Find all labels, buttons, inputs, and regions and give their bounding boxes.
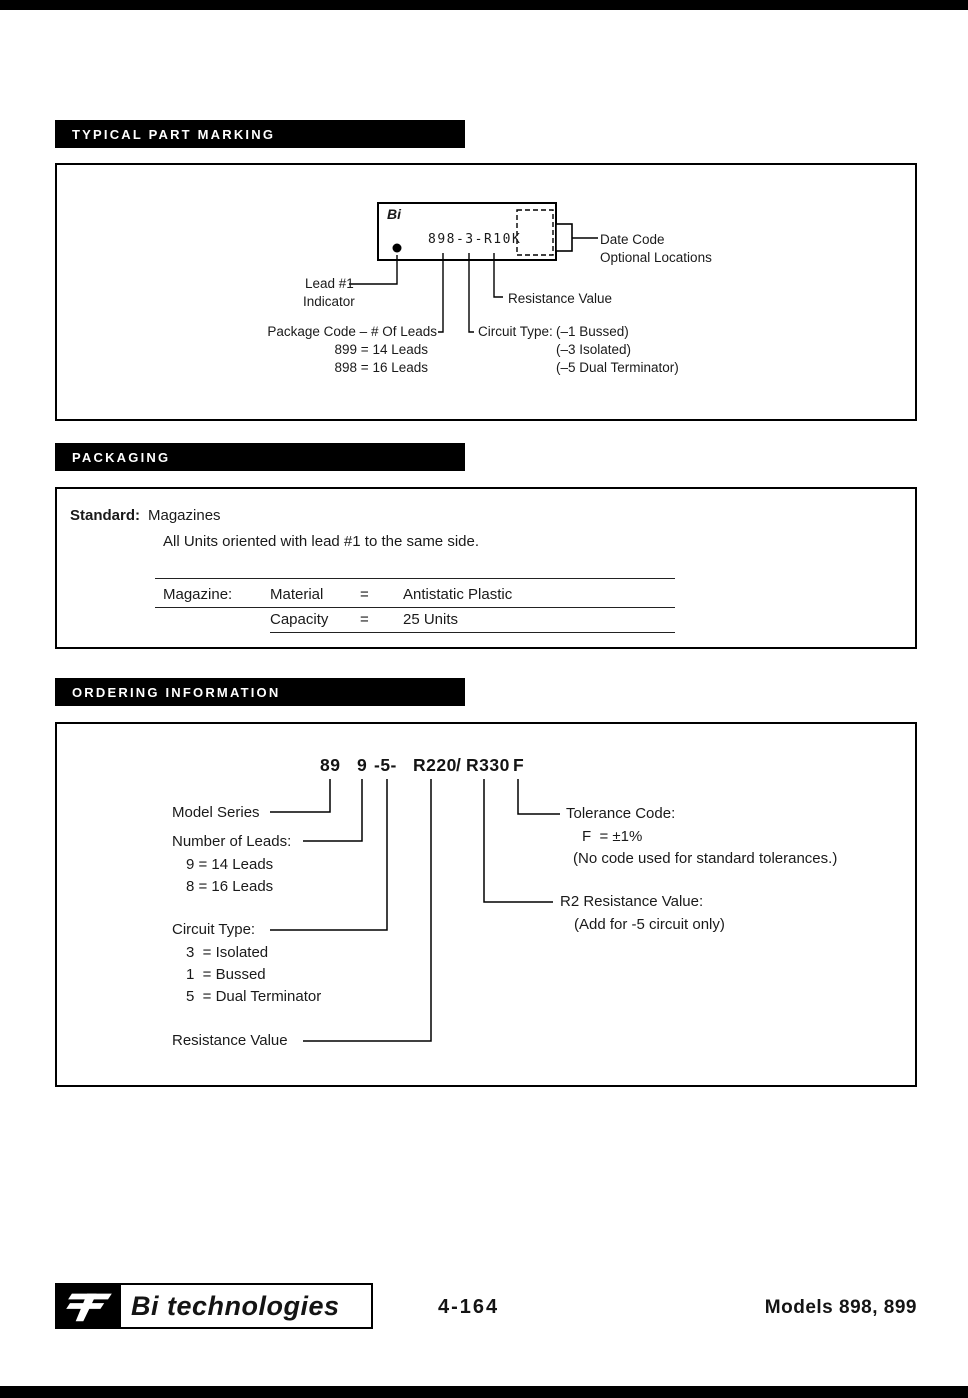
circuit-bussed-label: 1 = Bussed <box>186 966 266 983</box>
r2-resistance-label: R2 Resistance Value: <box>560 893 704 910</box>
package-code-label: Package Code – # Of Leads <box>267 324 437 339</box>
component-logo: Bi <box>387 206 401 222</box>
part-number-leads: 9 <box>357 755 368 775</box>
part-number-slash: / <box>456 755 462 775</box>
r2-note-label: (Add for -5 circuit only) <box>574 916 725 933</box>
circuit-isolated-label: 3 = Isolated <box>186 944 269 961</box>
lead1-indicator-dot <box>393 244 402 253</box>
tolerance-note-label: (No code used for standard tolerances.) <box>573 850 838 867</box>
section-header-ordering <box>55 678 465 706</box>
leads-8-label: 8 = 16 Leads <box>186 878 274 895</box>
part-marking-drawing <box>57 165 915 419</box>
section-header-label: TYPICAL PART MARKING <box>72 126 276 142</box>
component-part-number: 898-3-R10K <box>428 232 522 247</box>
table-rule-bottom <box>270 632 675 633</box>
footer-logo <box>55 1283 373 1329</box>
table-rule-middle <box>155 607 675 608</box>
standard-value: Magazines <box>148 507 221 524</box>
leader-line-resistance-value <box>303 779 431 1041</box>
package-code-898: 898 = 16 Leads <box>334 360 428 375</box>
part-number-tolerance: F <box>513 755 525 775</box>
orientation-note: All Units oriented with lead #1 to the same side. <box>163 533 480 550</box>
lead1-label-line1: Lead #1 <box>305 276 354 291</box>
bi-logo-glyph-icon <box>60 1287 118 1325</box>
leader-line-model-series <box>270 779 330 812</box>
page-bottom-edge <box>0 1386 968 1398</box>
footer-logo-text: Bi technologies <box>131 1291 340 1321</box>
page-top-edge <box>0 0 968 10</box>
standard-label: Standard: <box>70 507 141 524</box>
circuit-isolated-label: (–3 Isolated) <box>556 342 632 357</box>
section-header-part-marking <box>55 120 465 148</box>
circuit-type-label: Circuit Type: <box>478 324 553 339</box>
section-header-packaging <box>55 443 465 471</box>
number-of-leads-label: Number of Leads: <box>172 833 292 850</box>
circuit-dual-label: (–5 Dual Terminator) <box>556 360 679 375</box>
magazine-label: Magazine: <box>163 586 233 603</box>
date-code-label-line2: Optional Locations <box>600 250 712 265</box>
part-number-resistance: R220 <box>413 755 457 775</box>
circuit-dual-label: 5 = Dual Terminator <box>186 988 322 1005</box>
magazine-value: 25 Units <box>403 611 459 628</box>
leader-line-package-code <box>438 253 443 332</box>
magazine-property: Capacity <box>270 611 329 628</box>
lead1-label-line2: Indicator <box>303 294 355 309</box>
page-number: 4-164 <box>438 1296 500 1318</box>
component-tab <box>556 224 572 251</box>
bi-logo-mark <box>57 1285 121 1327</box>
date-code-label-line1: Date Code <box>600 232 665 247</box>
section-header-label: ORDERING INFORMATION <box>72 684 281 700</box>
tolerance-value-label: F = ±1% <box>582 828 643 845</box>
resistance-value-label: Resistance Value <box>508 291 613 306</box>
packaging-box <box>55 487 917 649</box>
model-series-label: Model Series <box>172 804 260 821</box>
leads-9-label: 9 = 14 Leads <box>186 856 274 873</box>
part-marking-box <box>55 163 917 421</box>
resistance-value-label: Resistance Value <box>172 1032 288 1049</box>
part-number-r2: R330 <box>466 755 510 775</box>
part-number-model-series: 89 <box>320 755 341 775</box>
leader-line-circuit-type <box>270 779 387 930</box>
leader-line-tolerance-code <box>518 779 560 814</box>
table-rule-top <box>155 578 675 579</box>
equals-sign: = <box>360 611 369 628</box>
ordering-box <box>55 722 917 1087</box>
magazine-value: Antistatic Plastic <box>403 586 513 603</box>
leader-line-number-of-leads <box>303 779 362 841</box>
part-number-circuit: -5- <box>374 755 397 775</box>
magazine-property: Material <box>270 586 324 603</box>
circuit-bussed-label: (–1 Bussed) <box>556 324 629 339</box>
equals-sign: = <box>360 586 369 603</box>
leader-line-circuit-type <box>469 253 474 332</box>
section-header-label: PACKAGING <box>72 449 171 465</box>
tolerance-code-label: Tolerance Code: <box>566 805 676 822</box>
circuit-type-label: Circuit Type: <box>172 921 256 938</box>
package-code-899: 899 = 14 Leads <box>334 342 428 357</box>
models-label: Models 898, 899 <box>764 1297 917 1318</box>
